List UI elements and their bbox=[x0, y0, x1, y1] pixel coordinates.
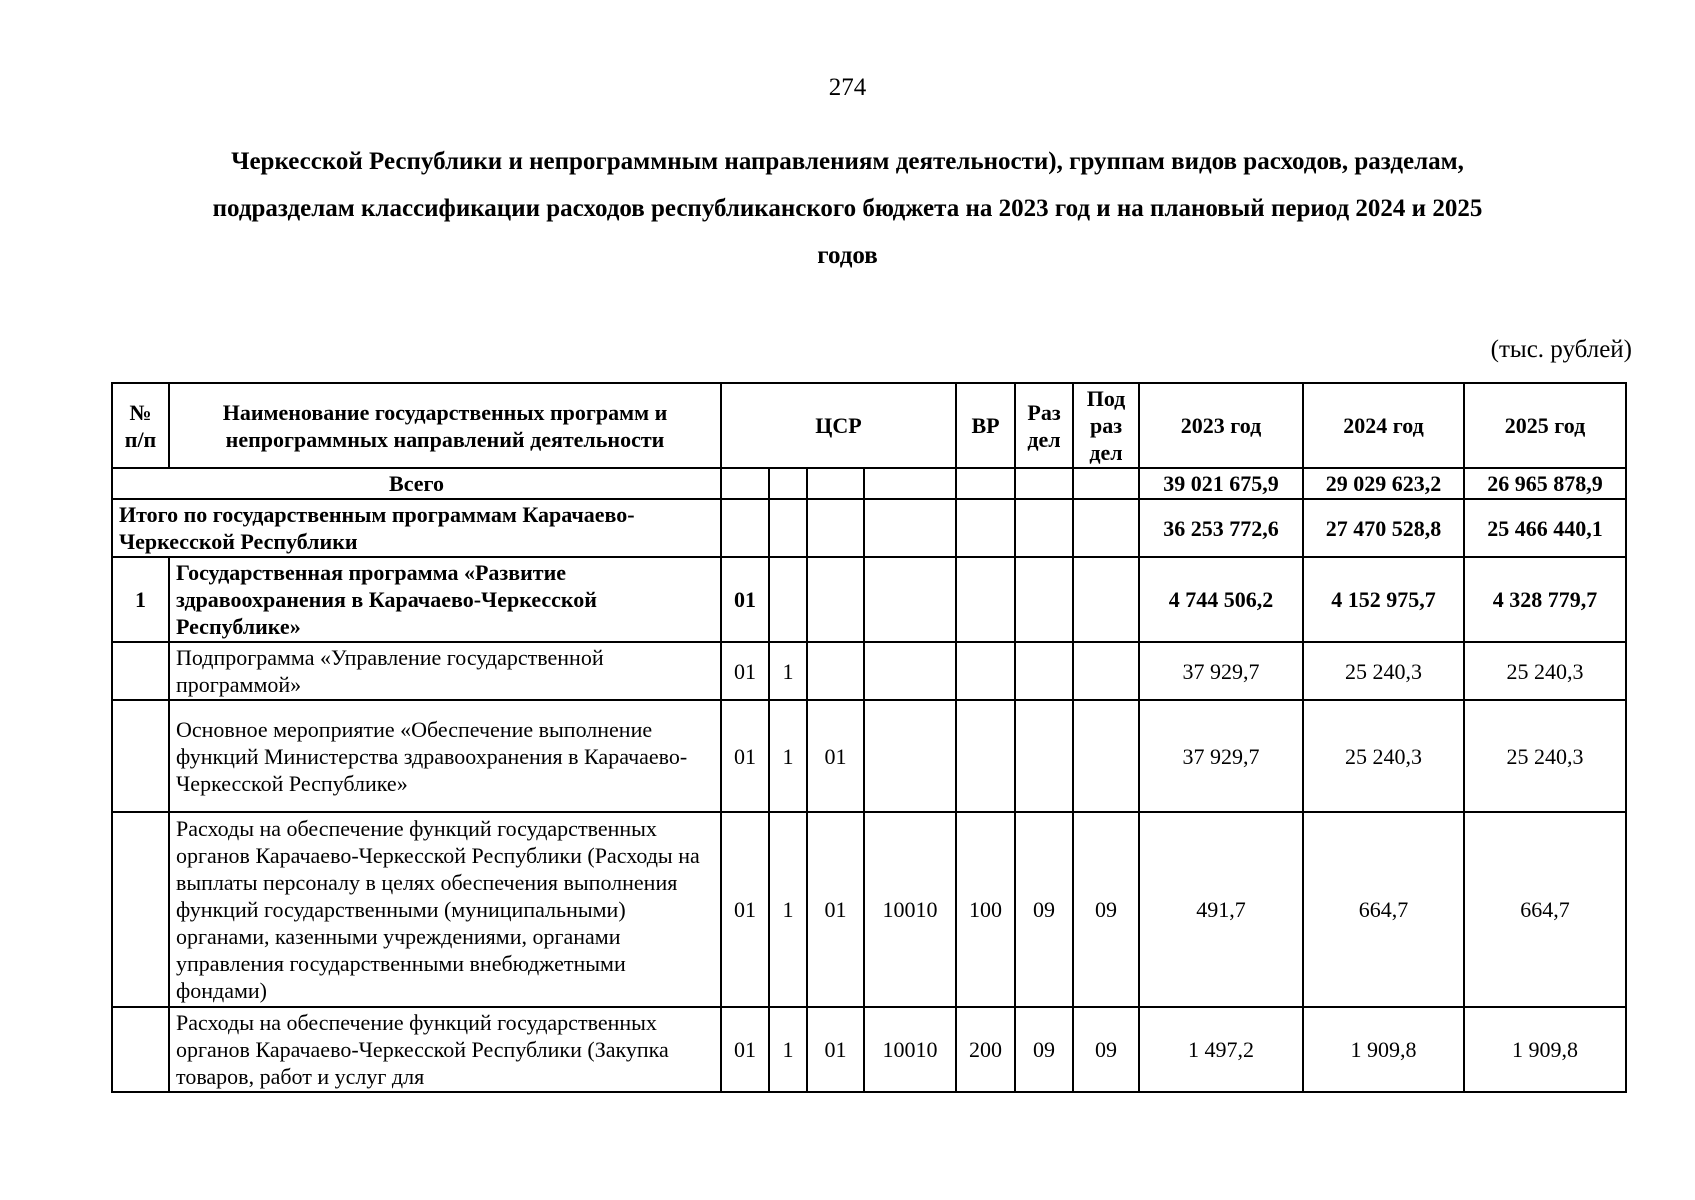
programs-total-2024: 27 470 528,8 bbox=[1303, 499, 1464, 557]
value-2023: 4 744 506,2 bbox=[1139, 557, 1303, 642]
podrazdel-code: 09 bbox=[1073, 812, 1139, 1007]
title-line-2: подразделам классификации расходов республиканского бюджета на 2023 год и на плановый период 2024 и 2025 bbox=[212, 195, 1483, 222]
header-num: № п/п bbox=[112, 383, 169, 468]
value-2025: 1 909,8 bbox=[1464, 1007, 1626, 1092]
table-row-total bbox=[112, 468, 1626, 499]
podrazdel-code: 09 bbox=[1073, 1007, 1139, 1092]
header-csr: ЦСР bbox=[721, 383, 956, 468]
total-label: Всего bbox=[112, 468, 721, 499]
value-2024: 4 152 975,7 bbox=[1303, 557, 1464, 642]
document-title bbox=[120, 138, 1575, 279]
vr-code: 100 bbox=[956, 812, 1015, 1007]
value-2023: 1 497,2 bbox=[1139, 1007, 1303, 1092]
value-2023: 37 929,7 bbox=[1139, 700, 1303, 812]
csr-subprogram: 1 bbox=[769, 1007, 807, 1092]
programs-total-label: Итого по государственным программам Карачаево-Черкесской Республики bbox=[112, 499, 721, 557]
units-label: (тыс. рублей) bbox=[1490, 336, 1632, 363]
csr-subprogram: 1 bbox=[769, 812, 807, 1007]
razdel-code: 09 bbox=[1015, 1007, 1073, 1092]
row-name: Государственная программа «Развитие здравоохранения в Карачаево-Черкесской Республике» bbox=[169, 557, 721, 642]
vr-code: 200 bbox=[956, 1007, 1015, 1092]
header-name: Наименование государственных программ и непрограммных направлений деятельности bbox=[169, 383, 721, 468]
value-2025: 4 328 779,7 bbox=[1464, 557, 1626, 642]
csr-program: 01 bbox=[721, 1007, 769, 1092]
programs-total-2023: 36 253 772,6 bbox=[1139, 499, 1303, 557]
row-name: Расходы на обеспечение функций государственных органов Карачаево-Черкесской Республики (Расходы на выплаты персоналу в целях обеспечения выполнения функций государственными (муниципальными) органами, казенными учреждениями, органами управления государственными внебюджетными фондами) bbox=[169, 812, 721, 1007]
row-name: Подпрограмма «Управление государственной программой» bbox=[169, 642, 721, 700]
csr-activity: 01 bbox=[807, 1007, 864, 1092]
table-row bbox=[112, 812, 1626, 1007]
value-2024: 1 909,8 bbox=[1303, 1007, 1464, 1092]
value-2023: 491,7 bbox=[1139, 812, 1303, 1007]
csr-direction: 10010 bbox=[864, 1007, 956, 1092]
csr-program: 01 bbox=[721, 557, 769, 642]
razdel-code: 09 bbox=[1015, 812, 1073, 1007]
programs-total-2025: 25 466 440,1 bbox=[1464, 499, 1626, 557]
row-num: 1 bbox=[112, 557, 169, 642]
header-razdel: Раз дел bbox=[1015, 383, 1073, 468]
table-row-programs-total bbox=[112, 499, 1626, 557]
value-2024: 25 240,3 bbox=[1303, 642, 1464, 700]
value-2025: 25 240,3 bbox=[1464, 700, 1626, 812]
header-vr: ВР bbox=[956, 383, 1015, 468]
page-number: 274 bbox=[828, 74, 867, 101]
header-podrazdel: Под раз дел bbox=[1073, 383, 1139, 468]
row-name: Расходы на обеспечение функций государственных органов Карачаево-Черкесской Республики (Закупка товаров, работ и услуг для bbox=[169, 1007, 721, 1092]
header-2025: 2025 год bbox=[1464, 383, 1626, 468]
value-2024: 664,7 bbox=[1303, 812, 1464, 1007]
value-2025: 25 240,3 bbox=[1464, 642, 1626, 700]
csr-subprogram: 1 bbox=[769, 642, 807, 700]
row-name: Основное мероприятие «Обеспечение выполнение функций Министерства здравоохранения в Карачаево-Черкесской Республике» bbox=[169, 700, 721, 812]
total-2023: 39 021 675,9 bbox=[1139, 468, 1303, 499]
csr-program: 01 bbox=[721, 642, 769, 700]
total-2025: 26 965 878,9 bbox=[1464, 468, 1626, 499]
table-header-row bbox=[112, 383, 1626, 468]
csr-subprogram: 1 bbox=[769, 700, 807, 812]
csr-direction: 10010 bbox=[864, 812, 956, 1007]
table-row bbox=[112, 700, 1626, 812]
csr-program: 01 bbox=[721, 812, 769, 1007]
csr-program: 01 bbox=[721, 700, 769, 812]
csr-activity: 01 bbox=[807, 700, 864, 812]
table-row bbox=[112, 557, 1626, 642]
budget-table bbox=[111, 382, 1627, 1093]
total-2024: 29 029 623,2 bbox=[1303, 468, 1464, 499]
csr-activity: 01 bbox=[807, 812, 864, 1007]
title-line-3: годов bbox=[817, 242, 878, 269]
value-2025: 664,7 bbox=[1464, 812, 1626, 1007]
value-2024: 25 240,3 bbox=[1303, 700, 1464, 812]
value-2023: 37 929,7 bbox=[1139, 642, 1303, 700]
table-row bbox=[112, 1007, 1626, 1092]
title-line-1: Черкесской Республики и непрограммным направлениям деятельности), группам видов расходов, разделам, bbox=[231, 148, 1464, 175]
table-row bbox=[112, 642, 1626, 700]
header-2023: 2023 год bbox=[1139, 383, 1303, 468]
header-2024: 2024 год bbox=[1303, 383, 1464, 468]
